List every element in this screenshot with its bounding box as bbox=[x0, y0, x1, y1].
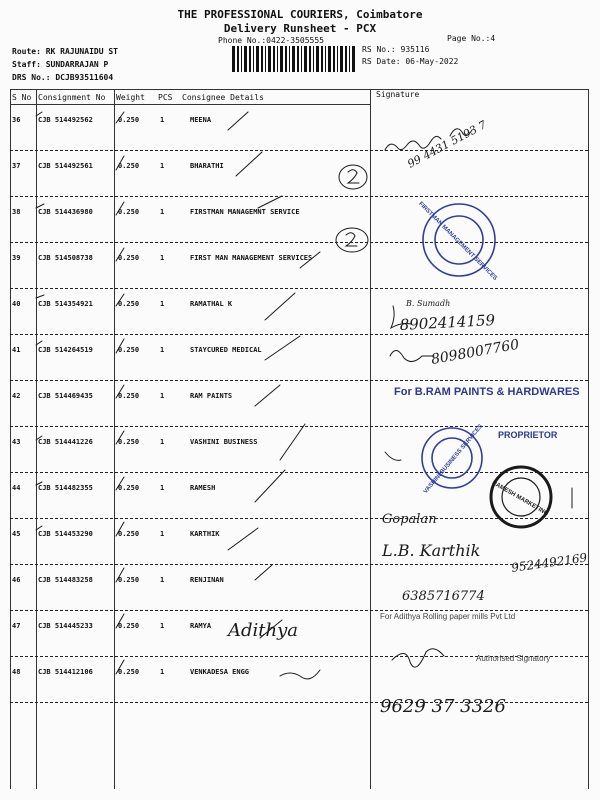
handwritten-sig-47: Adithya bbox=[228, 620, 299, 641]
row-consignee: BHARATHI bbox=[190, 162, 224, 170]
row-sno: 46 bbox=[12, 576, 21, 584]
row-weight: 0.250 bbox=[118, 346, 140, 354]
row-weight: 0.250 bbox=[118, 668, 140, 676]
row-sno: 45 bbox=[12, 530, 21, 538]
row-consignment: CJB 514354921 bbox=[38, 300, 93, 308]
handwritten-phone-37: 99 4431 5193 7 bbox=[405, 118, 489, 171]
row-consignee: STAYCURED MEDICAL bbox=[190, 346, 262, 354]
row-sno: 42 bbox=[12, 392, 21, 400]
stamp-paints: For B.RAM PAINTS & HARDWARES bbox=[394, 386, 580, 398]
stamp-vashini-text: VASHINI BUSINESS SERVICES bbox=[422, 423, 485, 495]
row-consignee: FIRSTMAN MANAGEMNT SERVICE bbox=[190, 208, 300, 216]
col-header-consignee: Consignee Details bbox=[182, 93, 264, 102]
row-sno: 38 bbox=[12, 208, 21, 216]
row-consignee: FIRST MAN MANAGEMENT SERVICES bbox=[190, 254, 313, 262]
row-weight: 0.250 bbox=[118, 208, 140, 216]
row-pcs: 1 bbox=[160, 530, 165, 538]
row-consignment: CJB 514482355 bbox=[38, 484, 93, 492]
row-consignee: RAM PAINTS bbox=[190, 392, 233, 400]
staff-label: Staff: SUNDARRAJAN P bbox=[12, 60, 109, 69]
row-consignment: CJB 514492561 bbox=[38, 162, 93, 170]
row-consignee: RAMATHAL K bbox=[190, 300, 233, 308]
runsheet-subtitle: Delivery Runsheet - PCX bbox=[223, 22, 377, 35]
row-sno: 40 bbox=[12, 300, 21, 308]
handwritten-phone-46: 6385716774 bbox=[402, 589, 485, 604]
row-consignee: VASHINI BUSINESS bbox=[190, 438, 258, 446]
stamp-authorised: Authorised Signatory bbox=[476, 654, 551, 663]
row-consignment: CJB 514264519 bbox=[38, 346, 93, 354]
row-consignment: CJB 514436980 bbox=[38, 208, 93, 216]
row-consignee: MEENA bbox=[190, 116, 212, 124]
row-pcs: 1 bbox=[160, 484, 165, 492]
phone-number: Phone No.:0422-3505555 bbox=[218, 36, 324, 45]
row-weight: 0.250 bbox=[118, 576, 140, 584]
row-consignment: CJB 514492562 bbox=[38, 116, 93, 124]
row-consignment: CJB 514453290 bbox=[38, 530, 93, 538]
row-sno: 48 bbox=[12, 668, 21, 676]
row-pcs: 1 bbox=[160, 392, 165, 400]
row-sno: 44 bbox=[12, 484, 21, 492]
row-pcs: 1 bbox=[160, 576, 165, 584]
row-pcs: 1 bbox=[160, 300, 165, 308]
row-pcs: 1 bbox=[160, 438, 165, 446]
row-weight: 0.250 bbox=[118, 162, 140, 170]
row-weight: 0.250 bbox=[118, 530, 140, 538]
col-header-sno: S No bbox=[12, 93, 32, 102]
rs-date: RS Date: 06-May-2022 bbox=[362, 57, 459, 66]
row-sno: 39 bbox=[12, 254, 21, 262]
col-header-weight: Weight bbox=[116, 93, 145, 102]
row-pcs: 1 bbox=[160, 668, 165, 676]
row-pcs: 1 bbox=[160, 208, 165, 216]
row-pcs: 1 bbox=[160, 346, 165, 354]
row-consignee: RAMESH bbox=[190, 484, 216, 492]
company-title: THE PROFESSIONAL COURIERS, Coimbatore bbox=[177, 8, 423, 21]
handwritten-phone-41: 8098007760 bbox=[429, 336, 521, 368]
row-weight: 0.250 bbox=[118, 484, 140, 492]
stamp-ramesh-text: RAMESH MARKETING bbox=[490, 480, 550, 518]
row-consignment: CJB 514483258 bbox=[38, 576, 93, 584]
row-sno: 43 bbox=[12, 438, 21, 446]
row-weight: 0.250 bbox=[118, 622, 140, 630]
stamp-firstman-text: FIRSTMAN MANAGEMENT SERVICES bbox=[417, 201, 498, 282]
row-consignee: VENKADESA ENGG bbox=[190, 668, 250, 676]
col-header-consignment: Consignment No bbox=[38, 93, 106, 102]
row-weight: 0.250 bbox=[118, 438, 140, 446]
row-sno: 41 bbox=[12, 346, 21, 354]
page-number: Page No.:4 bbox=[447, 34, 496, 43]
row-consignment: CJB 514469435 bbox=[38, 392, 93, 400]
row-weight: 0.250 bbox=[118, 254, 140, 262]
handwritten-sig-45: L.B. Karthik bbox=[382, 541, 481, 560]
row-consignment: CJB 514445233 bbox=[38, 622, 93, 630]
rs-number: RS No.: 935116 bbox=[362, 45, 430, 54]
handwritten-name-40: B. Sumadh bbox=[406, 299, 451, 308]
col-header-signature: Signature bbox=[376, 90, 420, 99]
row-sno: 47 bbox=[12, 622, 21, 630]
row-sno: 37 bbox=[12, 162, 21, 170]
handwritten-phone-45: 9524492169 bbox=[510, 550, 589, 575]
stamp-proprietor: PROPRIETOR bbox=[498, 430, 558, 440]
row-consignment: CJB 514508738 bbox=[38, 254, 93, 262]
handwritten-name-45: Gopalan bbox=[382, 512, 437, 527]
row-weight: 0.250 bbox=[118, 300, 140, 308]
row-consignment: CJB 514441226 bbox=[38, 438, 93, 446]
row-pcs: 1 bbox=[160, 622, 165, 630]
drs-number: DRS No.: DCJB93511604 bbox=[12, 73, 114, 82]
row-sno: 36 bbox=[12, 116, 21, 124]
row-consignment: CJB 514412106 bbox=[38, 668, 93, 676]
row-consignee: RAMYA bbox=[190, 622, 212, 630]
row-consignee: RENJINAN bbox=[190, 576, 224, 584]
row-consignee: KARTHIK bbox=[190, 530, 220, 538]
handwritten-phone-40: 8902414159 bbox=[399, 311, 496, 334]
row-pcs: 1 bbox=[160, 116, 165, 124]
handwritten-phone-48: 9629 37 3326 bbox=[380, 696, 506, 717]
stamp-adithya: For Adithya Rolling paper mills Pvt Ltd bbox=[380, 612, 516, 621]
row-weight: 0.250 bbox=[118, 116, 140, 124]
row-pcs: 1 bbox=[160, 254, 165, 262]
route-label: Route: RK RAJUNAIDU ST bbox=[12, 47, 118, 56]
row-pcs: 1 bbox=[160, 162, 165, 170]
row-weight: 0.250 bbox=[118, 392, 140, 400]
col-header-pcs: PCS bbox=[158, 93, 173, 102]
